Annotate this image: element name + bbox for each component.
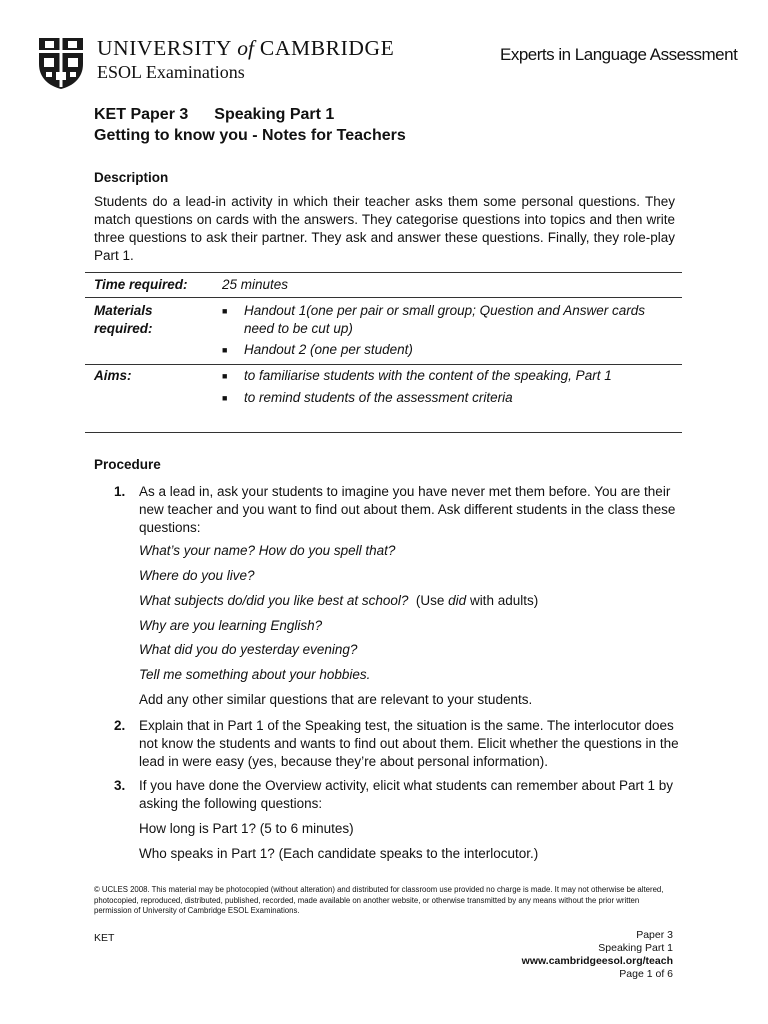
footer-website-link[interactable]: www.cambridgeesol.org/teach	[521, 955, 673, 967]
step-2-text: Explain that in Part 1 of the Speaking test, the situation is the same. The interlocutor does not know the students and wants to find out about them. Elicit whether the questions in the lead in were easy (yes, because they’re about personal information).	[139, 718, 679, 769]
question-item: What subjects do/did you like best at school? (Use did with adults)	[139, 593, 539, 608]
bullet-icon: ■	[222, 371, 228, 381]
step-3-text: If you have done the Overview activity, elicit what students can remember about Part 1 by asking the following questions:	[139, 778, 674, 811]
time-label: Time required:	[94, 277, 188, 292]
question-item: Tell me something about your hobbies.	[139, 667, 371, 682]
copyright-notice: © UCLES 2008. This material may be photocopied (without alteration) and distributed for classroom use provided no charge is made. It may not otherwise be altered, photocopied, reproduced, distributed, published, recorded, made available on another website, or otherwise transmitted by any means without the prior written permission of University of Cambridge ESOL Examinations.	[94, 885, 664, 915]
tagline: Experts in Language Assessment	[500, 45, 738, 64]
page-title: KET Paper 3 Speaking Part 1	[94, 106, 335, 123]
description-heading: Description	[94, 170, 169, 185]
question-item: Why are you learning English?	[139, 618, 323, 633]
materials-item-2: Handout 2 (one per student)	[244, 342, 413, 357]
step-1-text: As a lead in, ask your students to imagine you have never met them before. You are their new teacher and you want to find out about them. Ask different students in the class these questions:	[139, 484, 676, 535]
aims-item-2: to remind students of the assessment criteria	[244, 390, 513, 405]
esol-wordmark: ESOL Examinations	[97, 62, 245, 82]
footer-part: Speaking Part 1	[598, 942, 673, 954]
step-1-number: 1.	[114, 484, 126, 499]
university-wordmark: UNIVERSITY of CAMBRIDGE	[97, 36, 395, 60]
question-item: What did you do yesterday evening?	[139, 642, 358, 657]
cambridge-crest-logo	[37, 36, 85, 90]
question-item: Where do you live?	[139, 568, 255, 583]
footer-paper: Paper 3	[636, 929, 673, 941]
table-rule-top	[85, 272, 682, 273]
procedure-heading: Procedure	[94, 457, 161, 472]
footer-page-number: Page 1 of 6	[619, 968, 673, 980]
question-item: What’s your name? How do you spell that?	[139, 543, 396, 558]
materials-label: Materials required:	[94, 303, 153, 336]
footer-ket: KET	[94, 932, 115, 944]
bullet-icon: ■	[222, 345, 228, 355]
table-rule-bottom	[85, 432, 682, 433]
materials-item-1: Handout 1(one per pair or small group; Question and Answer cards need to be cut up)	[244, 303, 645, 336]
page-subtitle: Getting to know you - Notes for Teachers	[94, 127, 406, 144]
aims-item-1: to familiarise students with the content of the speaking, Part 1	[244, 368, 612, 383]
description-text: Students do a lead-in activity in which their teacher asks them some personal questions. They match questions on cards with the answers. They categorise questions into topics and then write three questions to ask their partner. They ask and answer these questions. Finally, they role-play Part 1.	[94, 194, 675, 263]
table-rule	[85, 297, 682, 298]
step-2-number: 2.	[114, 718, 126, 733]
time-value: 25 minutes	[222, 277, 289, 292]
step-1-note: Add any other similar questions that are relevant to your students.	[139, 692, 533, 707]
step-3-number: 3.	[114, 778, 126, 793]
aims-label: Aims:	[94, 368, 132, 383]
table-rule	[85, 364, 682, 365]
step-3-question: How long is Part 1? (5 to 6 minutes)	[139, 821, 354, 836]
bullet-icon: ■	[222, 393, 228, 403]
step-3-question: Who speaks in Part 1? (Each candidate speaks to the interlocutor.)	[139, 846, 539, 861]
bullet-icon: ■	[222, 306, 228, 316]
